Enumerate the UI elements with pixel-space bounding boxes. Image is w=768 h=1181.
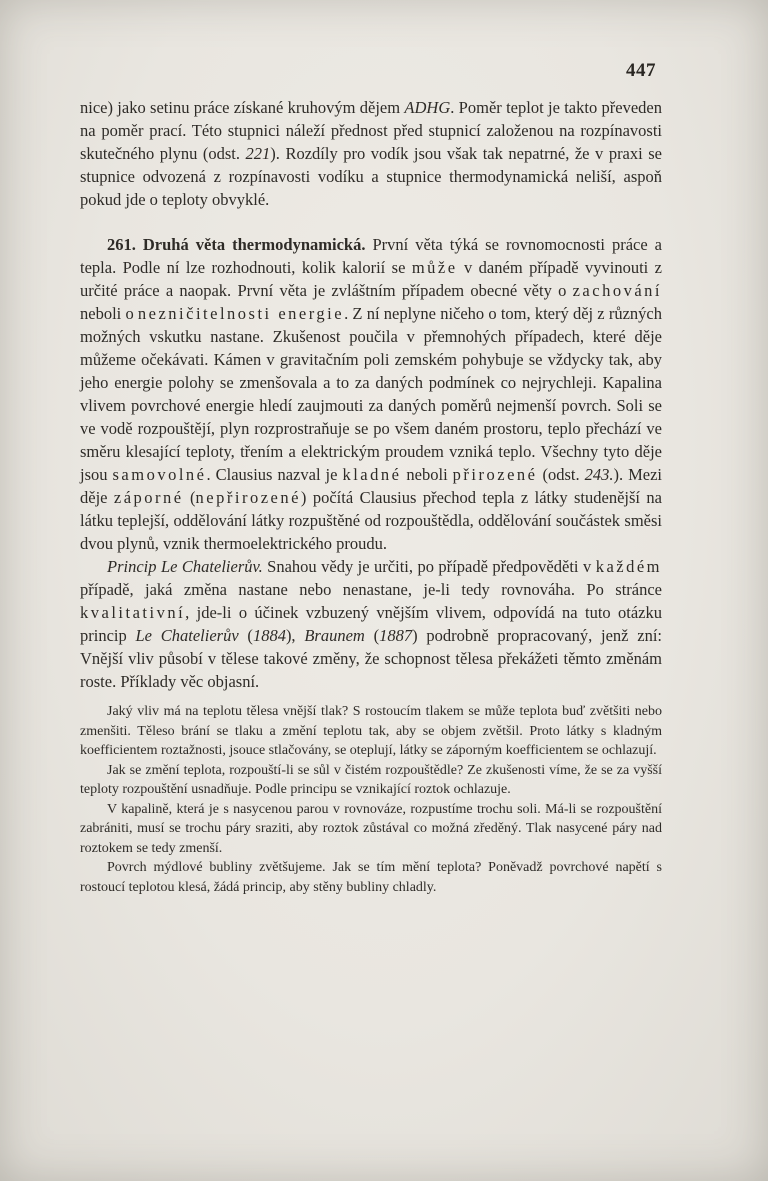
text-segment: , jde-li o účinek vzbuzený vnějším vlivem, odpovídá na tuto otázku princip [80, 603, 662, 645]
text-segment: . Z ní neplyne ničeho o tom, který děj z různých možných vskutku nastane. Zkušenost poučila v přemnohých případech, které děje můžeme očekávati. Kámen v gravitačním poli zemském pohybuje se vždycky tak, aby jeho energie polohy se zmenšovala a to za daných podmínek co nejrychleji. Kapalina vlivem povrchové energie hledí zaujmouti za daných poměrů nejmenší povrch. Soli se ve vodě rozpouštějí, plyn rozprostraňuje se po všem daném prostoru, teplo přechází ve směru klesající teploty, třením a elektrickým proudem vzniká teplo. Všechny tyto děje jsou [80, 304, 662, 484]
text-segment: ( [364, 626, 380, 645]
italic-text: 1884 [252, 626, 286, 645]
paragraph [80, 233, 662, 555]
italic-text: Princip Le Chatelierův. [107, 557, 263, 576]
text-segment: (odst. [537, 465, 585, 484]
text-segment: ), [285, 626, 305, 645]
text-segment: ). Mezi děje [80, 465, 662, 507]
italic-text: Le Chatelierův [135, 626, 239, 645]
text-segment: případě, jaká změna nastane nebo nenastane, je-li tedy rovnováha. Po stránce [80, 580, 662, 599]
text-segment: ( [183, 488, 196, 507]
text-segment: ). Rozdíly pro vodík jsou však tak nepatrné, že v praxi se stupnice odvozená z rozpínavosti vodíku a stupnice thermodynamická neliší, aspoň pokud jde o teploty obvyklé. [80, 144, 662, 209]
text-segment: v daném případě vyvinouti z určité práce a naopak. První věta je zvláštním případem obecné věty o [80, 258, 662, 300]
paragraph [80, 96, 662, 211]
paragraph [80, 702, 662, 761]
letterspaced-text: nezničitelnosti energie [137, 304, 345, 323]
bold-text: 261. Druhá věta thermodynamická. [107, 235, 373, 254]
text-segment: Jak se změní teplota, rozpouští-li se sůl v čistém rozpouštědle? Ze zkušenosti víme, že se za vyšší teploty rozpouštění usnadňuje. Podle principu se vznikající roztok ochlazuje. [80, 762, 662, 797]
paragraph [80, 761, 662, 800]
text-segment: neboli [401, 465, 453, 484]
letterspaced-text: přirozené [452, 465, 538, 484]
paragraph [80, 800, 662, 859]
text-segment: Snahou vědy je určiti, po případě předpověděti v [262, 557, 596, 576]
letterspaced-text: každém [595, 557, 662, 576]
italic-text: Braunem [304, 626, 365, 645]
letterspaced-text: kladné [342, 465, 402, 484]
text-segment: Jaký vliv má na teplotu tělesa vnější tlak? S rostoucím tlakem se může teplota buď zvětšiti nebo zmenšiti. Těleso brání se tlaku a změní teplotu tak, aby se objem zvětšil. Proto látky s kladným koefficientem roztažnosti, jsouce stlačovány, se oteplují, látky se záporným koefficientem se ochlazují. [80, 704, 662, 758]
italic-text: 221 [245, 144, 271, 163]
letterspaced-text: může [411, 258, 458, 277]
text-segment: Povrch mýdlové bubliny zvětšujeme. Jak se tím mění teplota? Poněvadž povrchové napětí s rostoucí teplotou klesá, žádá princip, aby stěny bubliny chladly. [80, 860, 662, 895]
letterspaced-text: zachování [572, 281, 662, 300]
italic-text: 1887 [379, 626, 413, 645]
text-segment: . Clausius nazval je [206, 465, 343, 484]
letterspaced-text: kvalitativní [80, 603, 186, 622]
text-segment: neboli o [80, 304, 138, 323]
text-segment: ( [238, 626, 253, 645]
paragraph [80, 555, 662, 693]
page-body [80, 96, 662, 897]
paragraph [80, 858, 662, 897]
text-segment: ) podrobně propracovaný, jenž zní: Vnější vliv působí v tělese takové změny, že schopnost tělesa překážeti těmto změnám roste. Příklady věc objasní. [80, 626, 663, 691]
text-segment: nice) jako setinu práce získané kruhovým dějem [80, 98, 405, 117]
letterspaced-text: samovolné [112, 465, 207, 484]
letterspaced-text: záporné [113, 488, 184, 507]
italic-text: 243. [584, 465, 614, 484]
text-segment: . Poměr teplot je takto převeden na poměr prací. Této stupnici náleží přednost před stupnicí založenou na rozpínavosti skutečného plynu (odst. [80, 98, 662, 163]
text-segment: ) počítá Clausius přechod tepla z látky studenější na látku teplejší, oddělování látky rozpuštěné od rozpouštědla, oddělování součástek směsi dvou plynů, vznik thermoelektrického proudu. [80, 488, 662, 553]
text-segment: První věta týká se rovnomocnosti práce a tepla. Podle ní lze rozhodnouti, kolik kalorií se [80, 235, 663, 277]
text-segment: V kapalině, která je s nasycenou parou v rovnováze, rozpustíme trochu soli. Má-li se rozpouštění zabrániti, musí se trochu páry sraziti, aby roztok zůstával co možná zředěný. Tlak nasycené páry nad roztokem se tedy zmenší. [80, 801, 662, 856]
italic-text: ADHG [404, 98, 451, 117]
page-number: 447 [626, 60, 656, 81]
letterspaced-text: nepřirozené [195, 488, 301, 507]
